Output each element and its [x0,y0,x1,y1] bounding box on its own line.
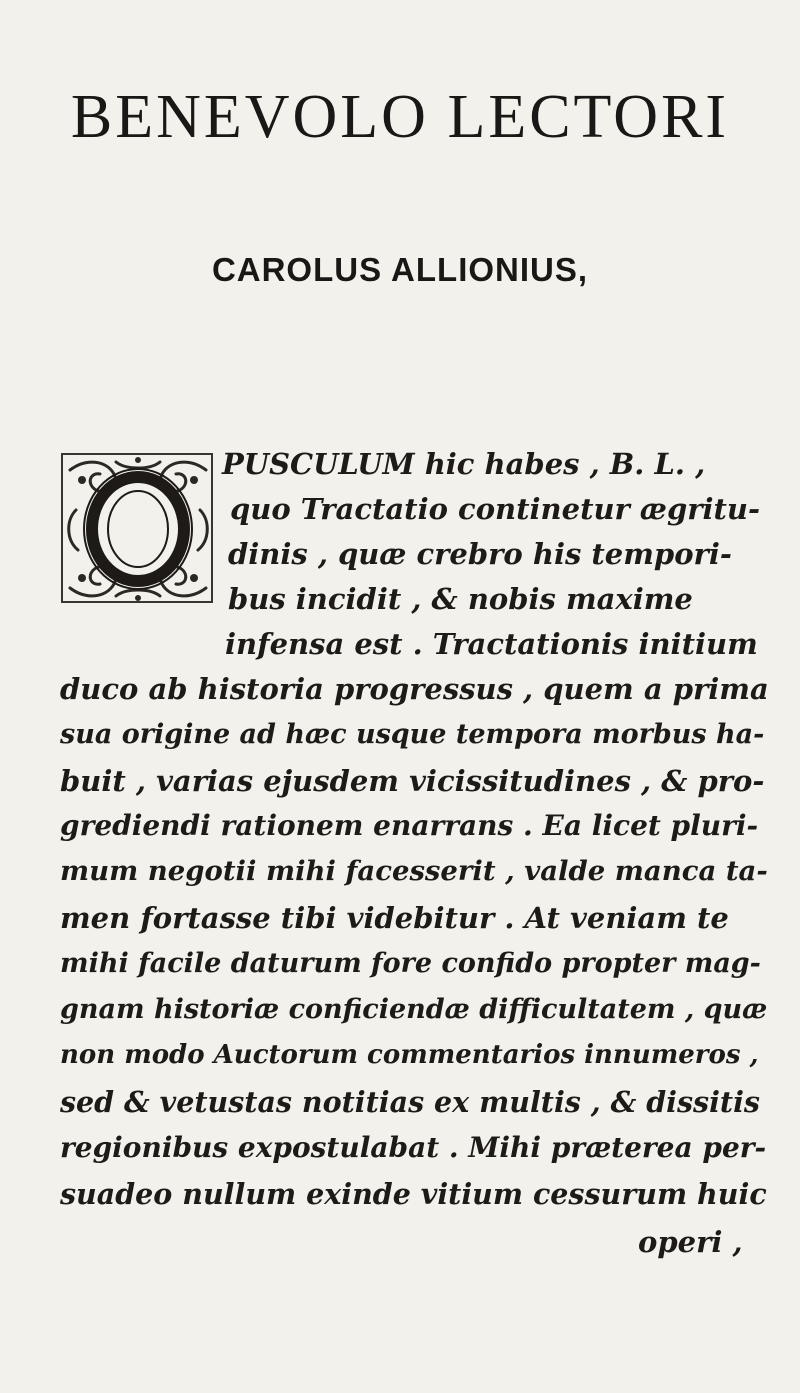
text-line: non modo Auctorum commentarios innumeros , [60,1040,759,1070]
text-line: suadeo nullum exinde vitium cessurum huic [60,1177,767,1211]
text-line: grediendi rationem enarrans . Ea licet pluri- [60,809,759,842]
text-line: sed & vetustas notitias ex multis , & dissitis [60,1085,760,1119]
text-line: quo Tractatio continetur ægritu- [230,492,761,526]
text-line: bus incidit , & nobis maxime [228,582,693,616]
text-line: mum negotii mihi facesserit , valde manca ta- [60,855,768,887]
text-line: PUSCULUM hic habes , B. L. , [222,447,706,481]
author-name: CAROLUS ALLIONIUS, [211,251,589,288]
text-line: duco ab historia progressus , quem a prima [60,672,769,706]
text-line: men fortasse tibi videbitur . At veniam te [60,901,729,935]
catchword: operi , [638,1225,743,1259]
page-title: BENEVOLO LECTORI [70,83,730,151]
text-line: dinis , quæ crebro his tempori- [228,537,732,571]
text-line: infensa est . Tractationis initium [225,627,758,661]
text-line: buit , varias ejusdem vicissitudines , & pro- [60,764,765,798]
text-line: gnam historiæ conficiendæ difficultatem , quæ [60,994,768,1025]
text-line: regionibus expostulabat . Mihi præterea per- [60,1131,767,1164]
text-line: sua origine ad hæc usque tempora morbus ha- [60,719,765,750]
text-line: mihi facile daturum fore confido propter mag- [60,948,761,979]
